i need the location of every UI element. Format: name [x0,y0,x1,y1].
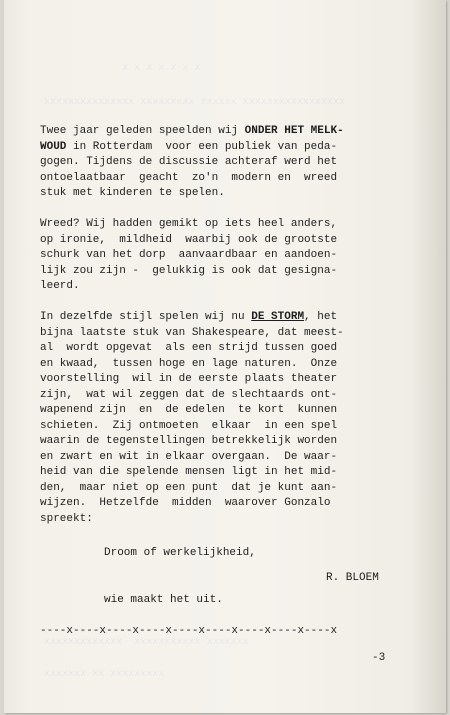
play-title-onder-het-melkwoud: ONDER HET MELK- [244,125,344,137]
paragraph-3 [40,310,400,527]
text-span: , het [304,311,338,323]
text-line: op ironie, mildheid waarbij ook de grootste [40,233,338,246]
text-line: spreekt: [40,512,93,525]
show-through-heading: x x x x x x x [44,62,201,73]
text-line: en kwaad, tussen hoge en lage naturen. Onze [40,357,338,370]
text-line: al wordt opgevat als een strijd tussen goed [40,342,338,354]
text-line: waarin de tegenstellingen betrekkelijk worden [40,435,338,447]
text-line [40,140,400,156]
body-text [40,124,400,543]
text-line: wijzen. Hetzelfde midden waarover Gonzalo [40,497,331,509]
text-line: zijn, wat wil zeggen dat de slechtaards ont- [40,388,338,401]
signature: R. BLOEM [326,572,379,584]
text-line: wapenend zijn en de edelen te kort kunnen [40,404,338,416]
text-line: heid van die spelende mensen ligt in het mid- [40,466,338,478]
show-through-text: xxxxxxxxxxxxx xxxxxxxxxxx xxxxxxx [44,636,249,647]
text-line: voorstelling wil in de eerste plaats theater [40,373,338,385]
quote-line: Droom of werkelijkheid, [104,547,256,559]
page-number: -3 [372,652,386,664]
text-line: gogen. Tijdens de discussie achteraf werd het [40,156,338,168]
quote-line: wie maakt het uit. [104,593,223,606]
show-through-text: xxxxxxx xx xxxxxxxxx [44,668,165,679]
text-line: stuk met kinderen te spelen. [40,187,225,199]
text-line: den, maar niet op een punt dat je kunt aan- [40,481,338,494]
text-line: Wreed? Wij hadden gemikt op iets heel anders, [40,218,338,230]
text-line: leerd. [40,280,80,292]
quote-block [104,515,256,639]
text-line [40,310,400,326]
paragraph-2 [40,217,400,295]
text-line: schieten. Zij ontmoeten elkaar in een spel [40,419,338,432]
section-divider: ----x----x----x----x----x----x----x----x----x [40,625,338,637]
text-line: bijna laatste stuk van Shakespeare, dat meest- [40,326,344,339]
play-title-de-storm: DE STORM [251,311,305,323]
paragraph-1 [40,124,400,202]
text-span: Twee jaar geleden speelden wij [40,125,245,137]
show-through-text: xxxxxxxxxxxxxxx xxxxxxxxx xxxxxx xxxxxxxxxxxxxxxxx [44,96,346,107]
text-line: schurk van het dorp aanvaardbaar en aandoen- [40,249,338,261]
document-page [4,0,446,713]
text-line: ontoelaatbaar geacht zo'n modern en wreed [40,171,338,184]
play-title-onder-het-melkwoud-cont: WOUD [40,140,67,153]
text-line: lijk zou zijn - gelukkig is ook dat gesigna- [40,264,338,277]
text-span: In dezelfde stijl spelen wij nu [40,311,252,323]
text-span: in Rotterdam voor een publiek van peda- [66,140,338,153]
text-line: en zwart en wit in elkaar overgaan. De waar- [40,450,338,463]
text-line [40,124,400,140]
